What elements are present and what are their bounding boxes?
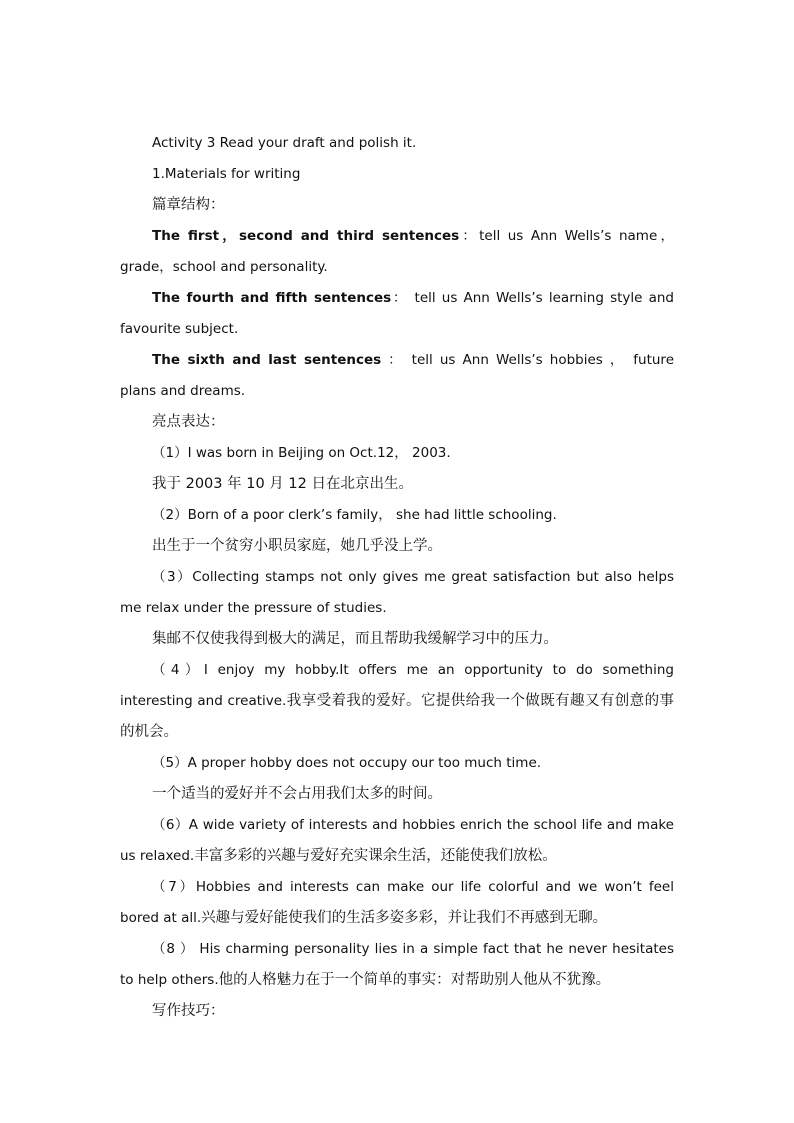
highlight-item-8 [120, 934, 674, 996]
highlights-heading: 亮点表达： [152, 414, 225, 430]
highlight-en: （7）Hobbies and interests can make our life colorful and we won’t feel bored at all. [120, 879, 674, 926]
highlight-cn: 他的人格魅力在于一个简单的事实：对帮助别人他从不犹豫。 [218, 972, 611, 988]
highlight-en-1: （1）I was born in Beijing on Oct.12， 2003. [152, 445, 451, 461]
highlight-en-3: （3）Collecting stamps not only gives me great satisfaction but also helps me relax under the pressure of studies. [120, 569, 674, 616]
highlight-cn-1: 我于 2003 年 10 月 12 日在北京出生。 [152, 476, 413, 492]
highlight-cn: 兴趣与爱好能使我们的生活多姿多彩，并让我们不再感到无聊。 [201, 910, 608, 926]
highlight-item-4 [120, 655, 674, 748]
structure-item-1 [120, 221, 674, 283]
highlight-en: （8 ） His charming personality lies in a simple fact that he never hesitates to help others. [120, 941, 674, 988]
activity-title: Activity 3 Read your draft and polish it. [152, 135, 417, 151]
structure-item-3 [120, 345, 674, 407]
structure-item-text: ： tell us Ann Wells’s learning style and favourite subject. [120, 290, 674, 337]
highlight-cn-2: 出生于一个贫穷小职员家庭，她几乎没上学。 [152, 538, 442, 554]
structure-item-2 [120, 283, 674, 345]
highlight-cn: 我享受着我的爱好。它提供给我一个做既有趣又有创意的事的机会。 [120, 693, 674, 740]
structure-item-label: The first，second and third sentences [152, 228, 460, 244]
highlight-en-5: （5）A proper hobby does not occupy our too much time. [152, 755, 542, 771]
structure-item-label: The sixth and last sentences [152, 352, 382, 368]
structure-item-text: ： tell us Ann Wells’s hobbies ， future plans and dreams. [120, 352, 674, 399]
structure-heading: 篇章结构： [152, 197, 225, 213]
highlight-en: （4）I enjoy my hobby.It offers me an opportunity to do something interesting and creative. [120, 662, 674, 709]
highlight-item-6 [120, 810, 674, 872]
highlight-en-2: （2）Born of a poor clerk’s family， she had little schooling. [152, 507, 557, 523]
highlight-cn: 丰富多彩的兴趣与爱好充实课余生活，还能使我们放松。 [194, 848, 557, 864]
highlight-cn-5: 一个适当的爱好并不会占用我们太多的时间。 [152, 786, 442, 802]
materials-heading: 1.Materials for writing [152, 166, 301, 182]
structure-item-label: The fourth and fifth sentences [152, 290, 392, 306]
highlight-cn-3: 集邮不仅使我得到极大的满足，而且帮助我缓解学习中的压力。 [152, 631, 558, 647]
document-page [120, 128, 674, 1027]
highlight-item-7 [120, 872, 674, 934]
techniques-heading: 写作技巧： [152, 1003, 225, 1019]
structure-item-text: ：tell us Ann Wells’s name，grade，school and personality. [120, 228, 674, 275]
highlight-en: （6）A wide variety of interests and hobbies enrich the school life and make us relaxed. [120, 817, 674, 864]
